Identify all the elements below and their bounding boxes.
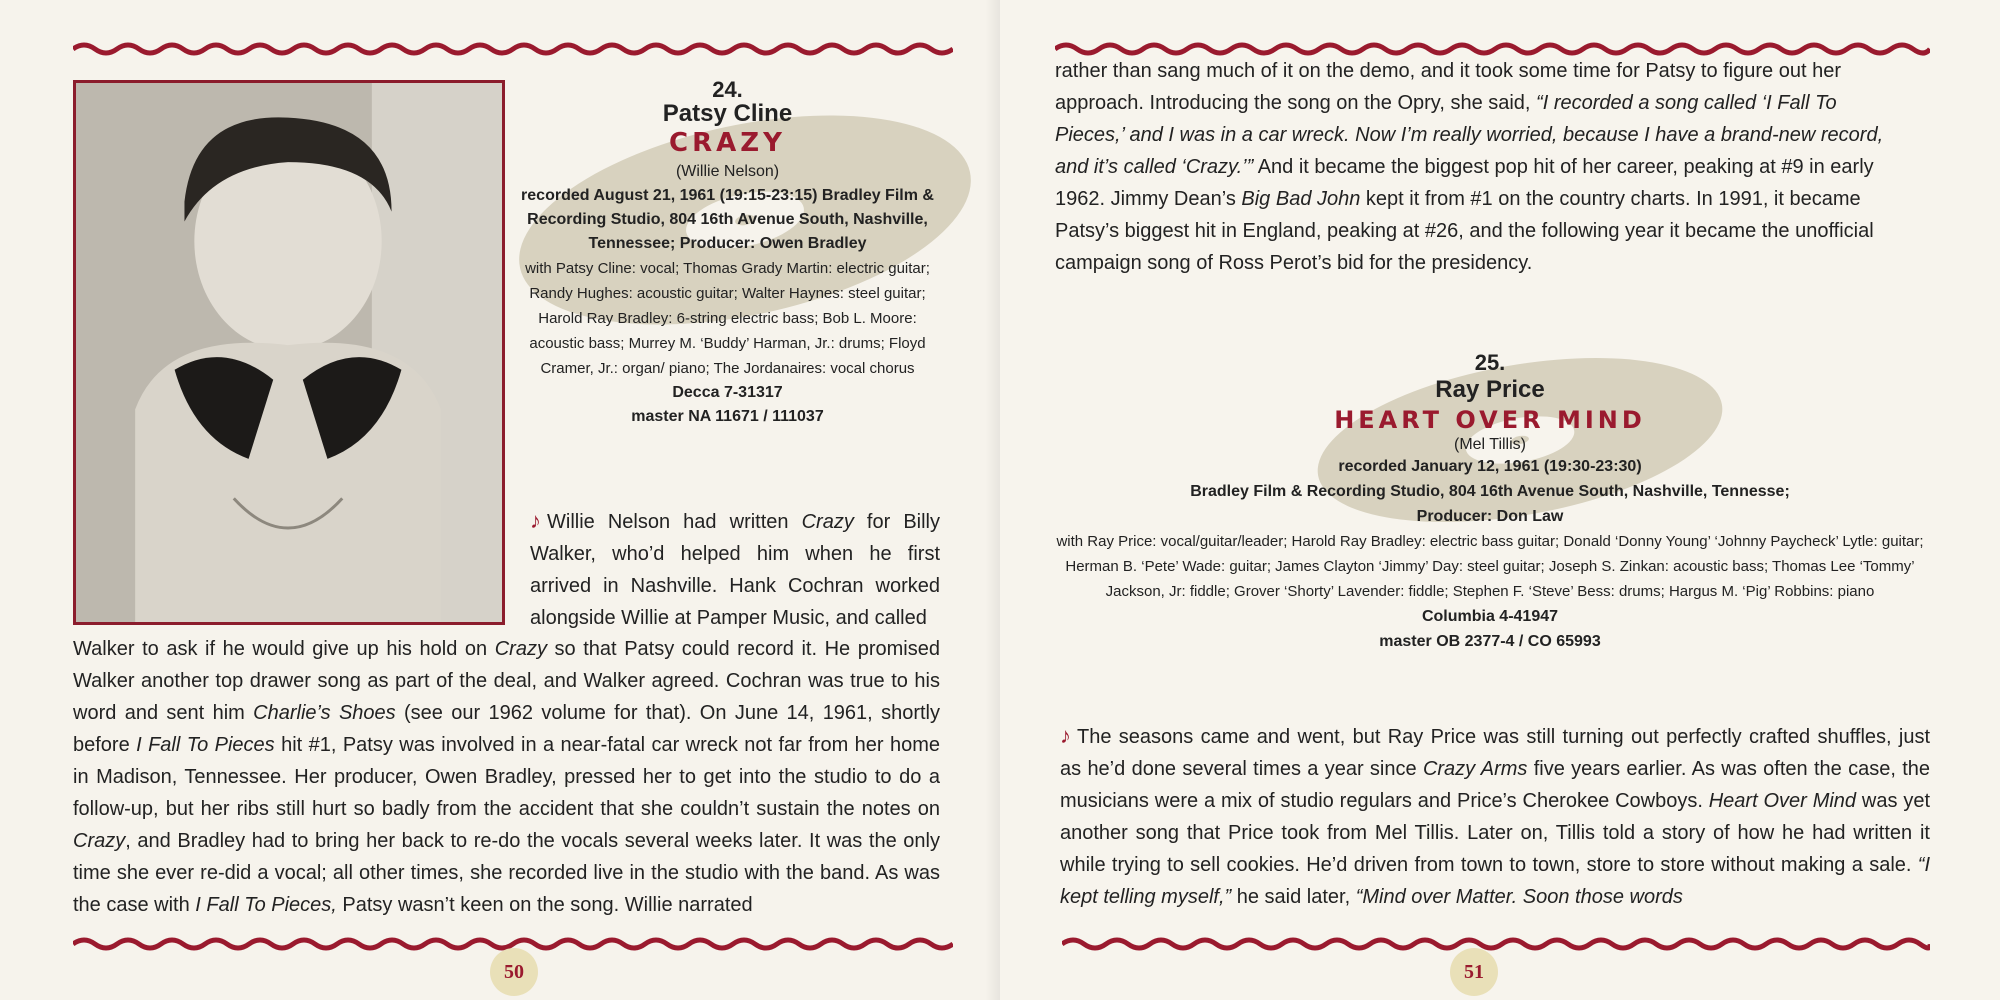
song-ref: I Fall To Pieces (136, 734, 275, 756)
quote: “I recorded a song called ‘I Fall To Pieces,’ and I was in a car wreck. Now I’m really worried, because I have a brand-new record, and it’s called ‘Crazy.’” (1055, 92, 1884, 178)
text-run: (see our 1962 volume for that). On June 14, 1961, shortly before (73, 702, 940, 756)
story-continuation (1055, 55, 1890, 279)
musicians-list: with Patsy Cline: vocal; Thomas Grady Martin: electric guitar; Randy Hughes: acoustic guitar; Walter Haynes: steel guitar; Harold Ray Bradley: 6-string electric bass; Bob L. Moore: acoustic bass; Murrey M. ‘Buddy’ Harman, Jr.: drums; Floyd Cramer, Jr.: organ/ piano; The Jordanaires: vocal chorus (525, 260, 930, 377)
recording-info: recorded August 21, 1961 (19:15-23:15) Bradley Film & Recording Studio, 804 16th Avenue South, Nashville, Tennessee; Producer: Owen Bradley (521, 187, 934, 252)
text-run: five years earlier. As was often the case, the musicians were a mix of studio regulars and Price’s Cherokee Cowboys. (1060, 758, 1931, 812)
music-note-icon: ♪ (1060, 723, 1071, 748)
artist-name: Ray Price (1435, 376, 1545, 403)
text-run: for Billy Walker, who’d helped him when he first arrived in Nashville. Hank Cochran worked alongside Willie at Pamper Music, and called (530, 511, 941, 629)
music-note-icon: ♪ (530, 508, 541, 533)
text-run: Walker to ask if he would give up his hold on (73, 638, 495, 660)
song-title: HEART OVER MIND (1334, 406, 1646, 434)
quote: “Mind over Matter. Soon those words (1355, 886, 1683, 908)
story-paragraph-start (530, 505, 940, 634)
song-ref: Crazy Arms (1422, 758, 1528, 780)
artist-name: Patsy Cline (662, 100, 793, 127)
story-paragraph-continued (73, 633, 940, 921)
text-run: hit #1, Patsy was involved in a near-fatal car wreck not far from her home in Madison, Tennessee. Her producer, Owen Bradley, pressed her to get into the studio to do a follow-up, but her ribs still hurt so badly from the accident that she couldn’t sustain the notes on (73, 734, 941, 820)
entry-credits (515, 78, 940, 429)
text-run: And it became the biggest pop hit of her career, peaking at #9 in early 1962. Jimmy Dean’s (1055, 156, 1874, 210)
musicians-list: with Ray Price: vocal/guitar/leader; Harold Ray Bradley: electric bass guitar; Donald ‘Donny Young’ ‘Johnny Paycheck’ Lytle: guitar; Herman B. ‘Pete’ Wade: guitar; James Clayton ‘Jimmy’ Day: steel guitar; Joseph S. Zinkan: acoustic bass; Thomas Lee ‘Tommy’ Jackson, Jr: fiddle; Grover ‘Shorty’ Lavender: fiddle; Stephen F. ‘Steve’ Bess: drums; Hargus M. ‘Pig’ Robbins: piano (1056, 533, 1924, 600)
entry-number: 24. (712, 77, 743, 102)
master-number: master OB 2377-4 / CO 65993 (1379, 633, 1601, 650)
top-wave-border (73, 40, 953, 58)
story-paragraph-start (1060, 720, 1930, 913)
song-title: CRAZY (669, 128, 786, 158)
page-number: 50 (490, 948, 538, 996)
text-run: was yet another song that Price took from Mel Tillis. Later on, Tillis told a story of how he had written it while trying to sell cookies. He’d driven from town to town, store to store without making a sale. (1060, 790, 1930, 876)
record-label: Columbia 4-41947 (1421, 608, 1559, 625)
recording-date: recorded January 12, 1961 (19:30-23:30) (1338, 458, 1642, 475)
song-ref: Big Bad John (1241, 188, 1361, 210)
master-number: master NA 11671 / 111037 (631, 408, 824, 425)
text-run: Willie Nelson had written (547, 511, 802, 533)
text-run: Patsy wasn’t keen on the song. Willie narrated (336, 894, 753, 916)
quote: “I kept telling myself,” (1060, 854, 1930, 908)
text-run: so that Patsy could record it. He promised Walker another top drawer song as part of the deal, and Walker agreed. Cochran was true to his word and sent him (73, 638, 940, 724)
text-run: The seasons came and went, but Ray Price was still turning out perfectly crafted shuffles, just as he’d done several times a year since (1060, 726, 1930, 780)
song-ref: I Fall To Pieces, (195, 894, 337, 916)
song-ref: Crazy (73, 830, 126, 852)
entry-number: 25. (1474, 350, 1506, 375)
song-ref: Heart Over Mind (1708, 790, 1857, 812)
producer: Producer: Don Law (1416, 508, 1564, 525)
text-run: he said later, (1231, 886, 1356, 908)
record-label: Decca 7-31317 (672, 384, 783, 401)
text-run: rather than sang much of it on the demo, and it took some time for Patsy to figure out her approach. Introducing the song on the Opry, she said, (1055, 60, 1841, 114)
song-ref: Charlie’s Shoes (253, 702, 396, 724)
studio: Bradley Film & Recording Studio, 804 16th Avenue South, Nashville, Tennesse; (1190, 483, 1790, 500)
artist-photo (73, 80, 505, 625)
text-run: , and Bradley had to bring her back to re-do the vocals several weeks later. It was the only time she ever re-did a vocal; all other times, she recorded live in the studio with the band. As was the case with (73, 830, 940, 916)
bottom-wave-border (1062, 935, 1930, 953)
song-ref: Crazy (494, 638, 547, 660)
composer: (Mel Tillis) (1454, 436, 1526, 453)
entry-credits (1055, 350, 1925, 654)
composer: (Willie Nelson) (675, 163, 780, 180)
song-ref: Crazy (801, 511, 854, 533)
page-number: 51 (1450, 948, 1498, 996)
text-run: kept it from #1 on the country charts. In 1991, it became Patsy’s biggest hit in England, peaking at #26, and the following year it became the unofficial campaign song of Ross Perot’s bid for the presidency. (1055, 188, 1874, 274)
